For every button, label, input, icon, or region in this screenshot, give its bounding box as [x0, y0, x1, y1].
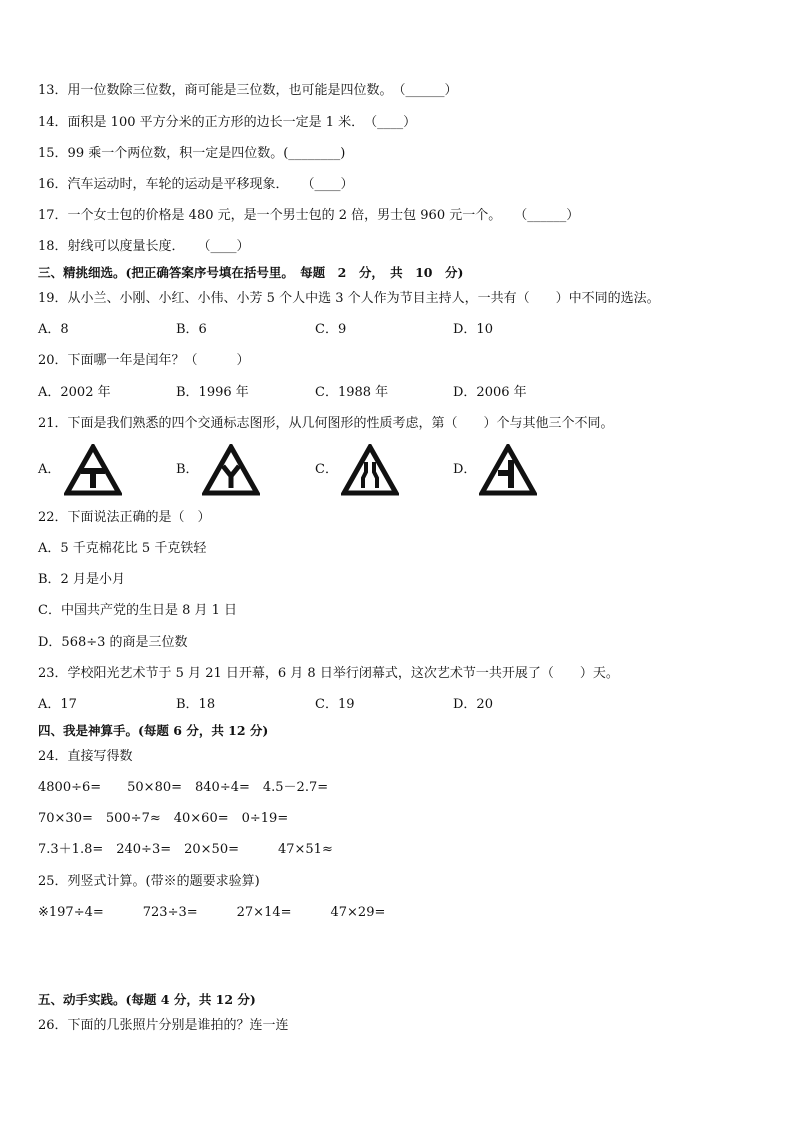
narrow-road-sign-icon	[341, 444, 399, 496]
section-3-heading: 三、精挑细选。(把正确答案序号填在括号里。 每题 2 分， 共 10 分)	[38, 265, 464, 280]
q20: 20．下面哪一年是闰年？（ ）	[38, 353, 250, 368]
q24-row-1: 4800÷6= 50×80= 840÷4= 4.5－2.7=	[38, 780, 329, 795]
q22-option-a: A．5 千克棉花比 5 千克铁轻	[38, 541, 207, 556]
q22-option-d: D．568÷3 的商是三位数	[38, 635, 188, 650]
q19-option-c: C．9	[315, 322, 347, 337]
t-junction-sign-icon	[64, 444, 122, 496]
q20-option-d: D．2006 年	[453, 385, 527, 400]
q23-option-b: B．18	[176, 697, 216, 712]
y-junction-sign-icon	[202, 444, 260, 496]
q23-option-a: A．17	[38, 697, 77, 712]
q24-row-3: 7.3＋1.8= 240÷3= 20×50= 47×51≈	[38, 842, 333, 857]
q23-option-c: C．19	[315, 697, 355, 712]
q20-option-c: C．1988 年	[315, 385, 389, 400]
q24: 24．直接写得数	[38, 749, 133, 764]
q21-option-c-label: C．	[315, 462, 338, 477]
q16: 16．汽车运动时，车轮的运动是平移现象． （____）	[38, 177, 354, 192]
q19-option-b: B．6	[176, 322, 207, 337]
q13: 13．用一位数除三位数，商可能是三位数，也可能是四位数。 （______）	[38, 83, 458, 98]
q22-option-c: C．中国共产党的生日是 8 月 1 日	[38, 603, 238, 618]
q21-option-b-label: B．	[176, 462, 199, 477]
q21-option-d-label: D．	[453, 462, 477, 477]
q21-option-a-label: A．	[38, 462, 61, 477]
q19: 19．从小兰、小刚、小红、小伟、小芳 5 个人中选 3 个人作为节目主持人，一共有（ ）中不同的选法。	[38, 291, 660, 306]
section-4-heading: 四、我是神算手。(每题 6 分，共 12 分)	[38, 723, 269, 738]
q14: 14．面积是 100 平方分米的正方形的边长一定是 1 米． （____）	[38, 115, 417, 130]
q20-option-a: A．2002 年	[38, 385, 111, 400]
q22: 22．下面说法正确的是（ ）	[38, 510, 211, 525]
q23-option-d: D．20	[453, 697, 493, 712]
section-5-heading: 五、动手实践。(每题 4 分，共 12 分)	[38, 992, 256, 1007]
q25: 25．列竖式计算。(带※的题要求验算)	[38, 874, 260, 889]
q24-row-2: 70×30= 500÷7≈ 40×60= 0÷19=	[38, 811, 289, 826]
q25-row-1: ※197÷4= 723÷3= 27×14= 47×29=	[38, 905, 386, 920]
q20-option-b: B．1996 年	[176, 385, 249, 400]
q22-option-b: B．2 月是小月	[38, 572, 125, 587]
q15: 15．99 乘一个两位数，积一定是四位数。(________)	[38, 146, 346, 161]
q23: 23．学校阳光艺术节于 5 月 21 日开幕，6 月 8 日举行闭幕式，这次艺术节一共开展了（ ）天。	[38, 666, 619, 681]
q19-option-a: A．8	[38, 322, 69, 337]
q17: 17．一个女士包的价格是 480 元，是一个男士包的 2 倍，男士包 960 元一个。 （______）	[38, 208, 580, 223]
q18: 18．射线可以度量长度． （____）	[38, 239, 250, 254]
side-road-sign-icon	[479, 444, 537, 496]
q26: 26．下面的几张照片分别是谁拍的？连一连	[38, 1018, 289, 1033]
q21: 21．下面是我们熟悉的四个交通标志图形，从几何图形的性质考虑，第（ ）个与其他三个不同。	[38, 416, 614, 431]
q19-option-d: D．10	[453, 322, 493, 337]
